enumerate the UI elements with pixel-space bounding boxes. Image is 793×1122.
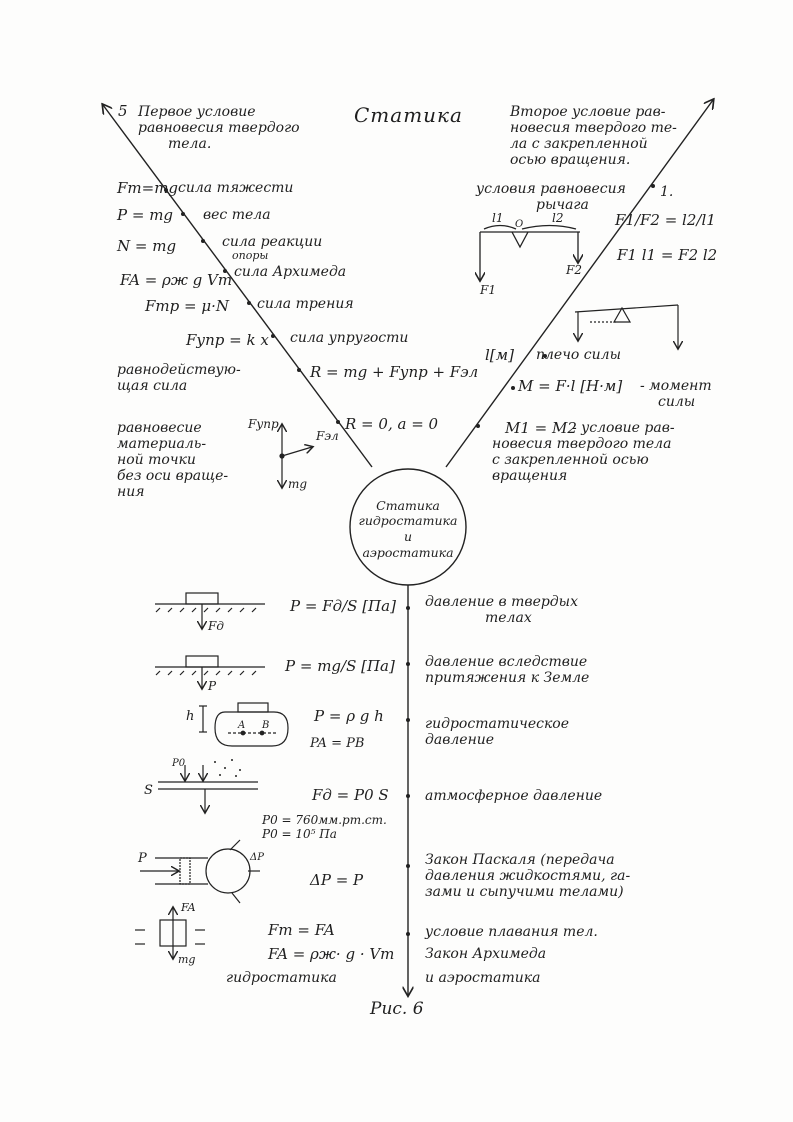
solid-pressure-formula: P = Fд/S [Па]	[290, 597, 396, 615]
pascal-label: Закон Паскаля (передача давления жидкостями, га- зами и сыпучими телами)	[425, 852, 631, 901]
gravity-label: сила тяжести	[178, 180, 294, 196]
fig-force2-label: F2	[566, 263, 582, 277]
atmospheric-label: атмосферное давление	[425, 788, 603, 804]
moment-formula: M = F·l [Н·м]	[518, 377, 623, 395]
lever-product-formula: F1 l1 = F2 l2	[617, 246, 718, 264]
normal-force-label: сила реакции опоры	[222, 234, 323, 263]
footer-left-label: гидростатика	[226, 970, 337, 986]
hydrostatic-formula: P = ρ g h	[314, 707, 384, 725]
fig-force1-label: F1	[480, 283, 496, 297]
friction-label: сила трения	[257, 296, 354, 312]
fig-fa-label: FA	[181, 901, 196, 914]
fig-arm2-label: l2	[552, 211, 564, 225]
arm-formula: l[м]	[485, 346, 514, 364]
earth-pressure-formula: P = mg/S [Па]	[285, 657, 395, 675]
moment-equality-formula: M1 = M2	[505, 419, 577, 437]
atmospheric-formula: Fд = P0 S	[312, 786, 389, 804]
moment-label: - момент силы	[640, 378, 712, 411]
weight-formula: P = mg	[117, 206, 174, 224]
fig-p-label: P	[208, 679, 217, 693]
arm-label: плечо силы	[536, 347, 621, 363]
first-condition-label: Первое условие равновесия твердого тела.	[138, 104, 300, 153]
elastic-label: сила упругости	[290, 330, 409, 346]
hydrostatic-equality: PA = PB	[310, 736, 365, 751]
elastic-formula: Fупр = k x	[186, 331, 269, 349]
fig-arm1-label: l1	[492, 211, 504, 225]
archimedes-law-formula: FA = ρж· g · Vт	[268, 945, 395, 963]
pascal-figure	[140, 840, 260, 903]
resultant-formula: R = mg + Fупр + Fэл	[310, 363, 479, 381]
floating-label: условие плавания тел.	[425, 924, 598, 940]
fig-electric-force-label: Fэл	[316, 429, 339, 443]
fig-fd-label: Fд	[208, 619, 224, 633]
branch-number: 5	[118, 102, 128, 120]
point-equilibrium-formula: R = 0, a = 0	[345, 415, 439, 433]
fig-h-label: h	[186, 709, 195, 724]
floating-formula: Fт = FA	[268, 921, 335, 939]
fig-mg-label: mg	[288, 477, 308, 491]
archimedes-law-label: Закон Архимеда	[425, 946, 547, 962]
fig-p0-label: P0	[172, 758, 186, 769]
weight-label: вес тела	[203, 207, 271, 223]
fig-b-label: B	[262, 720, 270, 731]
second-condition-label: Второе условие рав- новесия твердого те- ла с закрепленной осью вращения.	[510, 104, 677, 169]
point-equilibrium-label: равновесие материаль- ной точки без оси враще- ния	[117, 420, 229, 501]
moment-equality-label: - условие рав- новесия твердого тела с закрепленной осью вращения	[492, 420, 675, 485]
fig-float-mg-label: mg	[178, 953, 196, 966]
friction-formula: Fтр = μ·N	[145, 297, 229, 315]
fig-pivot-label: O	[515, 219, 524, 230]
atmospheric-values: P0 = 760мм.рт.ст. P0 = 10⁵ Па	[262, 813, 387, 841]
lever-figure	[480, 226, 580, 281]
floating-figure	[135, 908, 205, 958]
fig-dp-label: ΔP	[250, 852, 264, 863]
archimedes-force-formula: FA = ρж g Vт	[120, 271, 233, 289]
figure-caption: Рис. 6	[370, 999, 424, 1019]
footer-right-label: и аэростатика	[425, 970, 541, 986]
center-topic: Статика гидростатика и аэростатика	[358, 497, 458, 560]
lever-figure-2	[575, 305, 678, 348]
solid-pressure-label: давление в твердых телах	[425, 594, 578, 627]
lever-condition-label: условия равновесия рычага	[476, 181, 626, 214]
earth-pressure-label: давление вследствие притяжения к Земле	[425, 654, 590, 687]
lever-number: 1.	[660, 184, 674, 200]
lever-ratio-formula: F1/F2 = l2/l1	[615, 211, 716, 229]
resultant-label: равнодействую- щая сила	[117, 362, 241, 395]
fig-pascal-p-label: P	[138, 851, 147, 866]
hydrostatic-label: гидростатическое давление	[425, 716, 570, 749]
page-title: Статика	[354, 103, 463, 127]
normal-force-formula: N = mg	[117, 237, 177, 255]
fig-s-label: S	[144, 783, 153, 798]
archimedes-force-label: сила Архимеда	[234, 264, 347, 280]
fig-elastic-force-label: Fупр	[248, 417, 279, 431]
fig-a-label: A	[238, 720, 246, 731]
gravity-formula: Fт=mg	[117, 179, 179, 197]
pascal-formula: ΔP = P	[310, 871, 364, 889]
